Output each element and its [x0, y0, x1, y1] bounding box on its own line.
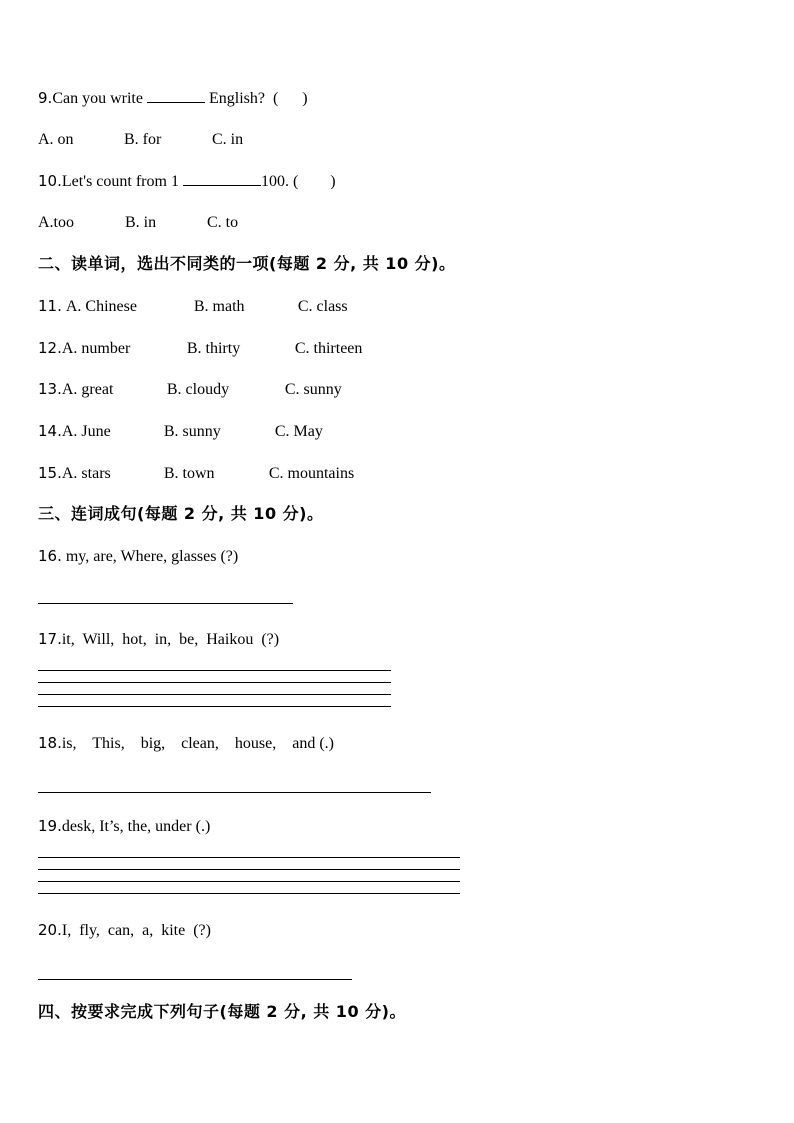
- option-a: A. on: [38, 131, 74, 148]
- option-a: A. June: [61, 423, 111, 440]
- section-4-heading: 四、按要求完成下列句子(每题 2 分, 共 10 分)。: [38, 1002, 406, 1021]
- question-11: [38, 296, 348, 317]
- question-number: 14.: [38, 422, 62, 440]
- question-18: [38, 733, 334, 754]
- question-text-pre: Let's count from 1: [61, 173, 183, 190]
- answer-line[interactable]: [38, 979, 352, 980]
- question-number: 13.: [38, 380, 62, 398]
- question-20: [38, 920, 211, 941]
- answer-line[interactable]: [38, 792, 431, 793]
- question-19: [38, 816, 210, 837]
- option-a: A. Chinese: [65, 298, 137, 315]
- question-text: my, are, Where, glasses (?): [61, 548, 239, 565]
- question-number: 17.: [38, 630, 62, 648]
- answer-line[interactable]: [38, 603, 293, 604]
- option-c: C. in: [212, 131, 244, 148]
- option-b: B. for: [124, 131, 162, 148]
- answer-line[interactable]: [38, 706, 391, 707]
- question-14: [38, 421, 323, 442]
- option-c: C. May: [274, 423, 323, 440]
- answer-line[interactable]: [38, 881, 460, 882]
- option-b: B. town: [163, 465, 215, 482]
- question-9-options: [38, 130, 243, 150]
- answer-line[interactable]: [38, 857, 460, 858]
- option-a: A.too: [38, 214, 74, 231]
- question-10: [38, 171, 336, 192]
- section-3-heading: 三、连词成句(每题 2 分, 共 10 分)。: [38, 504, 324, 523]
- question-13: [38, 379, 342, 400]
- option-c: C. class: [297, 298, 348, 315]
- question-text-post: 100.: [260, 173, 289, 190]
- answer-line[interactable]: [38, 670, 391, 671]
- answer-line[interactable]: [38, 869, 460, 870]
- question-number: 10.: [38, 172, 62, 190]
- answer-line[interactable]: [38, 694, 391, 695]
- answer-line[interactable]: [38, 893, 460, 894]
- question-10-options: [38, 213, 238, 233]
- question-text: it, Will, hot, in, be, Haikou (?): [61, 631, 280, 648]
- option-b: B. thirty: [186, 340, 241, 357]
- question-15: [38, 463, 354, 484]
- option-b: B. cloudy: [166, 381, 230, 398]
- question-number: 9.: [38, 89, 53, 107]
- question-number: 16.: [38, 547, 62, 565]
- answer-blank[interactable]: [147, 88, 205, 103]
- question-12: [38, 338, 362, 359]
- option-c: C. sunny: [284, 381, 342, 398]
- question-17: [38, 629, 279, 650]
- option-c: C. thirteen: [294, 340, 363, 357]
- question-16: [38, 546, 238, 567]
- option-a: A. great: [61, 381, 114, 398]
- option-a: A. stars: [61, 465, 111, 482]
- question-number: 15.: [38, 464, 62, 482]
- answer-blank[interactable]: [183, 171, 261, 186]
- answer-line[interactable]: [38, 682, 391, 683]
- question-9: [38, 88, 308, 109]
- option-a: A. number: [61, 340, 131, 357]
- option-c: C. mountains: [268, 465, 355, 482]
- option-b: B. in: [125, 214, 157, 231]
- option-b: B. math: [193, 298, 245, 315]
- section-2-heading: 二、读单词，选出不同类的一项(每题 2 分, 共 10 分)。: [38, 254, 456, 273]
- option-c: C. to: [207, 214, 239, 231]
- option-b: B. sunny: [163, 423, 221, 440]
- question-number: 11.: [38, 297, 62, 315]
- question-text: desk, It’s, the, under (.): [61, 818, 211, 835]
- question-number: 20.: [38, 921, 62, 939]
- question-number: 18.: [38, 734, 62, 752]
- answer-paren: ( ): [272, 90, 308, 107]
- question-text-pre: Can you write: [52, 90, 147, 107]
- answer-paren: ( ): [292, 173, 336, 190]
- question-number: 12.: [38, 339, 62, 357]
- question-text: I, fly, can, a, kite (?): [61, 922, 211, 939]
- question-text: is, This, big, clean, house, and (.): [61, 735, 334, 752]
- question-number: 19.: [38, 817, 62, 835]
- question-text-post: English?: [204, 90, 265, 107]
